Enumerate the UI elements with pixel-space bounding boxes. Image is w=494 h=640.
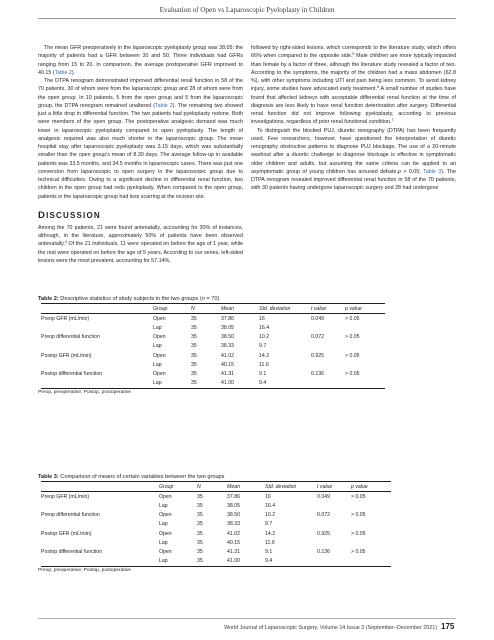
table-cell: 16.4: [265, 502, 276, 509]
table-cell: 9.1: [259, 370, 267, 377]
table-cell: Lap: [153, 361, 162, 368]
table-cell: [41, 323, 153, 332]
table-cell: [351, 538, 391, 547]
table-row: [41, 520, 391, 529]
table-row: [41, 379, 385, 389]
table-3-caption: Table 3: Comparison of means of certain variables between the two groups: [38, 474, 225, 480]
table-cell: Lap: [153, 380, 162, 387]
table-column-header: p value: [351, 483, 368, 490]
table-2-link[interactable]: Table 2: [154, 102, 173, 109]
table-cell: Postop differential function: [41, 548, 103, 555]
table-cell: 16: [259, 315, 265, 322]
table-column-header: Group: [153, 305, 168, 312]
table-cell: [345, 342, 385, 351]
table-column-header: [41, 482, 159, 492]
table-cell: 41.31: [221, 370, 234, 377]
table-cell: [317, 538, 351, 547]
table-cell: Lap: [159, 502, 168, 509]
table-cell: Open: [153, 370, 166, 377]
table-column-header: t value: [311, 305, 327, 312]
table-row: [41, 501, 391, 510]
footer-journal: World Journal of Laparoscopic Surgery, Volume 14 Issue 3 (September–December 2021): [224, 625, 437, 631]
table-cell: Open: [153, 315, 166, 322]
table-column-header: N: [191, 305, 195, 312]
table-cell: [311, 360, 345, 369]
table-cell: Open: [159, 548, 172, 555]
table-cell: > 0.05: [345, 315, 360, 322]
table-cell: 35: [197, 548, 203, 555]
table-row: [41, 511, 391, 520]
table-cell: Open: [159, 530, 172, 537]
table-row: [41, 557, 391, 567]
page-number: 175: [441, 622, 455, 631]
table-cell: [41, 557, 159, 567]
table-cell: Preop differential function: [41, 334, 100, 341]
table-cell: > 0.05: [345, 352, 360, 359]
table-column-header: [41, 304, 153, 314]
table-2-caption: Table 2: Descriptive statistics of study subjects in the two groups (n = 70): [38, 296, 220, 302]
table-header-row: [41, 482, 391, 492]
table-cell: [317, 557, 351, 567]
table-column-header: Std. deviation: [265, 483, 297, 490]
table-cell: 9.7: [265, 521, 273, 528]
table-column-header: N: [197, 483, 201, 490]
table-row: [41, 351, 385, 360]
table-cell: 35: [197, 521, 203, 528]
table-cell: 38.05: [227, 502, 240, 509]
table-row: [41, 314, 385, 324]
right-column: [251, 44, 456, 193]
table-column-header: p value: [345, 305, 362, 312]
table-cell: 37.86: [227, 493, 240, 500]
table-cell: 41.00: [221, 380, 234, 387]
table-cell: 38.33: [221, 343, 234, 350]
table-cell: Preop GFR (mL/min): [41, 493, 90, 500]
table-cell: 41.02: [227, 530, 240, 537]
reference-7[interactable]: 7: [391, 118, 394, 123]
table-2-link[interactable]: Table 2: [54, 69, 72, 76]
footer-divider: [38, 618, 456, 619]
table-cell: 9.4: [259, 380, 267, 387]
table-cell: Lap: [153, 343, 162, 350]
table-cell: 16.4: [259, 324, 270, 331]
table-cell: Postop differential function: [41, 370, 103, 377]
table-cell: 38.05: [221, 324, 234, 331]
table-cell: 0.925: [317, 530, 330, 537]
table-cell: 35: [191, 361, 197, 368]
table-cell: 11.6: [259, 361, 269, 368]
table-cell: [351, 557, 391, 567]
table-3-grid: [41, 481, 391, 567]
table-cell: [311, 379, 345, 389]
table-cell: Open: [153, 334, 166, 341]
table-cell: 35: [191, 370, 197, 377]
left-paragraph-2: The DTPA renogram demonstrated improved differential renal function in 58 of the 70 patients, 30 of whom were from the laparoscopic group and 28 of whom were from the open group. In 10 patients, 5 from the open group and 5 from the laparoscopic group, the DTPA renogram remained unaltered (Table 2). The remaining two showed just a little drop in differential function. The two patients had pyeloplasty redone. Both were members of the open group. The postoperative analgesic demand was much lower in laparoscopic pyeloplasty compared to open pyeloplasty. The length of analgesic required was also much shorter in the laparoscopic group. The mean hospital stay after laparoscopic pyeloplasty was 3.15 days, which was substantially smaller than the open group's mean of 8.30 days. The average follow-up in available patients was 33.5 months, and 34.5 months in laparoscopic cases. There was just one conversion from laparoscopic to open surgery in the laparoscopic group due to technical difficulties. Owing to a significant decline in differential renal function, two children in the open group had redo pyeloplasty. When compared to the open group, patients in the laparoscopic group had less scarring at the incision site.: [38, 78, 243, 200]
table-3-note: Preop, preoperative; Postop, postoperative: [38, 567, 131, 573]
table-cell: [351, 520, 391, 529]
table-cell: 0.072: [317, 512, 330, 519]
table-cell: Open: [159, 493, 172, 500]
table-column-header: t value: [317, 483, 333, 490]
right-paragraph-2: To distinguish the blocked PUJ, diuretic renography (DTPA) has been frequently used. Few researchers, however, have questioned the interpretation of diuretic renography obstructive patterns to diagnose PUJ blockage. The use of a 20-minute washout after a diuretic challenge to diagnose blockage is effective in symptomatic older children and adults, but assuming the same criteria can be applied to an asymptomatic group of young children has aroused debate.p > 0.05; Table 3). The DTPA renogram revealed improved differential renal function in 58 of the 70 patients, with 30 patients having undergone laparoscopic surgery and 28 had undergone: [251, 127, 456, 192]
table-cell: Open: [159, 512, 172, 519]
table-cell: 35: [191, 334, 197, 341]
table-cell: [41, 538, 159, 547]
table-cell: > 0.05: [351, 512, 366, 519]
table-cell: Lap: [159, 558, 168, 565]
table-row: [41, 547, 391, 556]
table-cell: [345, 379, 385, 389]
table-header-row: [41, 304, 385, 314]
table-row: [41, 333, 385, 342]
table-cell: [345, 360, 385, 369]
reference-6[interactable]: 6: [377, 85, 380, 90]
table-cell: > 0.05: [345, 334, 360, 341]
table-cell: 41.02: [221, 352, 234, 359]
table-cell: Lap: [159, 521, 168, 528]
table-row: [41, 529, 391, 538]
table-cell: 35: [197, 530, 203, 537]
table-cell: [317, 520, 351, 529]
table-cell: 40.15: [221, 361, 234, 368]
table-cell: [41, 360, 153, 369]
table-cell: 0.049: [311, 315, 324, 322]
table-column-header: Mean: [221, 305, 234, 312]
table-cell: 9.7: [259, 343, 267, 350]
table-cell: Lap: [159, 539, 168, 546]
table-cell: 14.2: [259, 352, 270, 359]
table-column-header: Std. deviation: [259, 305, 291, 312]
table-cell: 35: [197, 558, 203, 565]
left-paragraph-1: The mean GFR preoperatively in the laparoscopic pyeloplasty group was 38.05; the majority of patients had a GFR between 30 and 50. Three individuals had GFRs ranging from 15 to 20. In comparison, the average postoperative GFR improved to 40.15 (Table 2).: [38, 45, 243, 76]
table-cell: Lap: [153, 324, 162, 331]
table-cell: 38.33: [227, 521, 240, 528]
table-cell: 16: [265, 493, 271, 500]
reference-4[interactable]: 4: [64, 240, 67, 245]
table-cell: 38.50: [221, 334, 234, 341]
table-3-link[interactable]: Table 3: [423, 168, 442, 175]
table-cell: Postop GFR (mL/min): [41, 352, 92, 359]
running-head: Evaluation of Open vs Laparoscopic Pyeloplasty in Children: [159, 6, 335, 14]
table-cell: 0.072: [311, 334, 324, 341]
table-cell: 14.2: [265, 530, 276, 537]
table-cell: > 0.05: [351, 530, 366, 537]
table-cell: Open: [153, 352, 166, 359]
table-3: [38, 473, 456, 575]
header-divider: [38, 18, 456, 19]
table-cell: [351, 501, 391, 510]
left-column: [38, 44, 243, 265]
table-cell: 0.049: [317, 493, 330, 500]
left-paragraph-3: Among the 70 patients, 21 were found antenatally, accounting for 30% of instances, although, in the literature, approximately 50% of patients have been observed antenatally.$^4$ Of the 21 individuals, 11 were operated on before the age of 1 year, while the rest were operated on before the age of 5 years. According to our series, left-sided lesions were the most prevalent, accounting for 57.14%,: [38, 224, 243, 264]
reference-5[interactable]: 5: [352, 52, 355, 57]
table-cell: 10.2: [259, 334, 270, 341]
table-cell: [311, 342, 345, 351]
table-cell: 35: [197, 502, 203, 509]
table-cell: 41.00: [227, 558, 240, 565]
table-cell: Preop differential function: [41, 512, 100, 519]
table-cell: Postop GFR (mL/min): [41, 530, 92, 537]
table-cell: 35: [191, 324, 197, 331]
table-cell: 41.31: [227, 548, 240, 555]
table-cell: 40.15: [227, 539, 240, 546]
table-cell: 9.4: [265, 558, 273, 565]
table-cell: 35: [191, 352, 197, 359]
table-cell: 35: [191, 380, 197, 387]
discussion-heading: DISCUSSION: [38, 209, 101, 221]
table-cell: [41, 520, 159, 529]
table-cell: 35: [191, 343, 197, 350]
table-cell: 0.136: [317, 548, 330, 555]
table-cell: [311, 323, 345, 332]
table-cell: 10.2: [265, 512, 276, 519]
table-cell: 38.50: [227, 512, 240, 519]
table-row: [41, 342, 385, 351]
table-cell: 0.925: [311, 352, 324, 359]
table-cell: 35: [197, 512, 203, 519]
table-cell: > 0.05: [345, 370, 360, 377]
table-column-header: Mean: [227, 483, 240, 490]
table-row: [41, 492, 391, 502]
table-row: [41, 360, 385, 369]
table-2: [38, 295, 456, 397]
table-row: [41, 538, 391, 547]
table-2-grid: [41, 303, 385, 389]
table-cell: 0.136: [311, 370, 324, 377]
table-cell: 35: [197, 493, 203, 500]
table-cell: 9.1: [265, 548, 273, 555]
table-cell: [317, 501, 351, 510]
table-cell: 11.6: [265, 539, 275, 546]
table-cell: [41, 501, 159, 510]
table-cell: > 0.05: [351, 493, 366, 500]
table-2-note: Preop, preoperative; Postop, postoperative: [38, 389, 131, 395]
table-row: [41, 323, 385, 332]
table-cell: Preop GFR (mL/min): [41, 315, 90, 322]
table-cell: [41, 342, 153, 351]
right-paragraph-1: followed by right-sided lesions, which corresponds to the literature study, which offers 66% when compared to the opposite side.$^5$ Male children are more typically impacted than female by a factor of three, although the literature study revealed a factor of two. According to the symptoms, the majority of the children had a mass abdomen (62.8 %), with other symptoms including UTI and pain being less common. To avoid kidney injury, some studies have advocated early treatment.$^6$ A small number of studies have found that affected kidneys with acceptable differential renal function at the time of diagnosis are less likely to have renal function deterioration after surgery. Differential renal function did not improve following pyeloplasty, according to previous investigations, regardless of prior renal functional condition.$^7$: [251, 45, 457, 126]
table-row: [41, 369, 385, 378]
table-cell: 35: [197, 539, 203, 546]
table-cell: [41, 379, 153, 389]
table-cell: 37.86: [221, 315, 234, 322]
table-cell: [345, 323, 385, 332]
table-column-header: Group: [159, 483, 174, 490]
table-cell: 35: [191, 315, 197, 322]
table-cell: > 0.05: [351, 548, 366, 555]
